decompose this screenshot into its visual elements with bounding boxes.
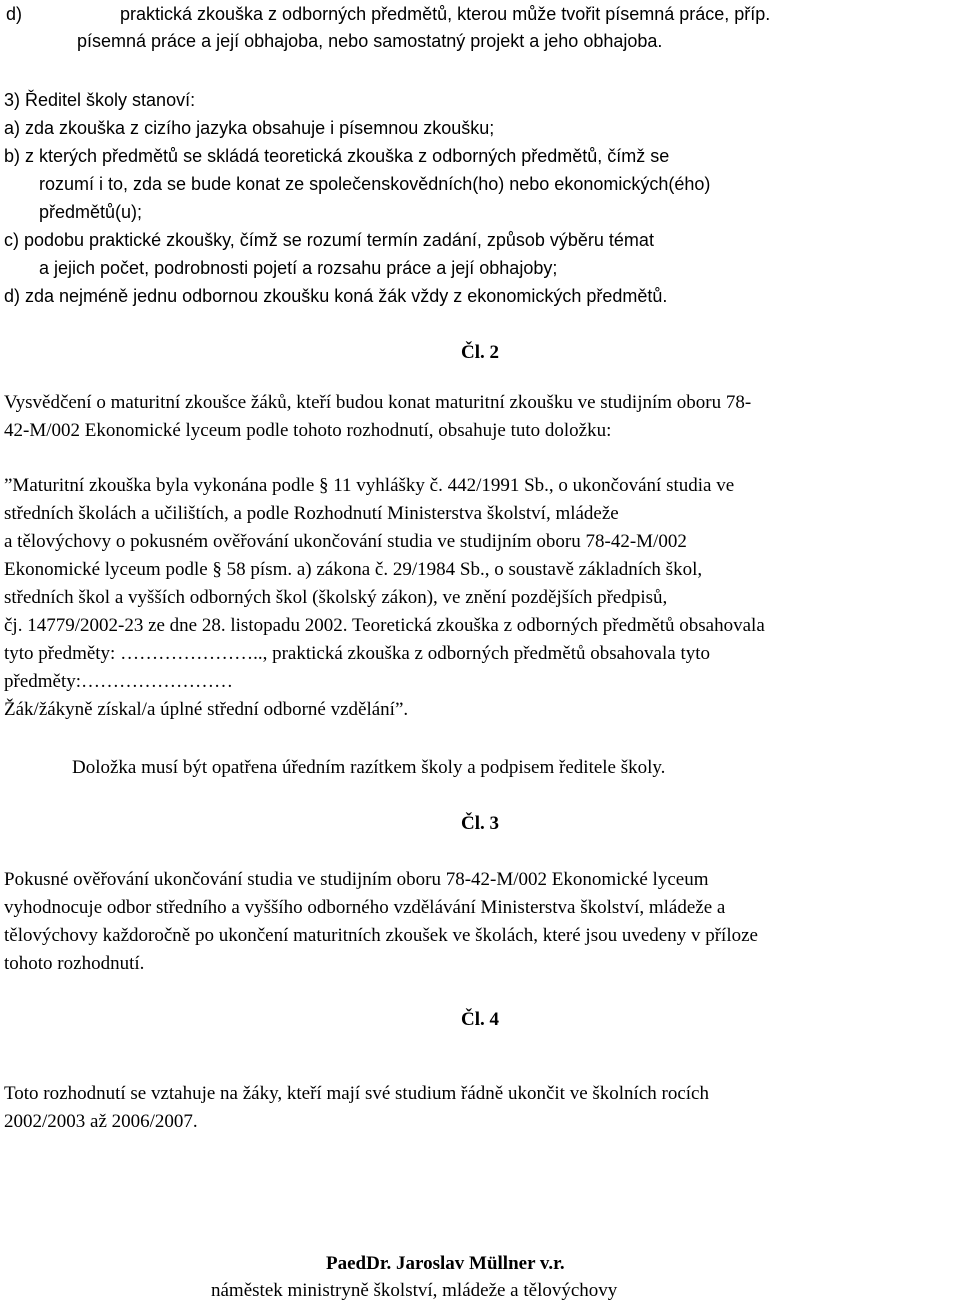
clause-line-1: ”Maturitní zkouška byla vykonána podle § 11 vyhlášky č. 442/1991 Sb., o ukončování studia ve <box>4 475 735 496</box>
section-3-item-b-line-2: rozumí i to, zda se bude konat ze společenskovědních(ho) nebo ekonomických(ého) <box>39 174 711 194</box>
signatory-name: PaedDr. Jaroslav Müllner v.r. <box>326 1253 565 1274</box>
article-3-heading: Čl. 3 <box>461 813 499 834</box>
clause-line-4: Ekonomické lyceum podle § 58 písm. a) zákona č. 29/1984 Sb., o soustavě základních škol, <box>4 559 703 580</box>
section-3-heading: 3) Ředitel školy stanoví: <box>4 90 196 110</box>
section-3-item-c-line-1: c) podobu praktické zkoušky, čímž se rozumí termín zadání, způsob výběru témat <box>4 230 654 250</box>
article-2-para-line-2: 42-M/002 Ekonomické lyceum podle tohoto rozhodnutí, obsahuje tuto doložku: <box>4 420 612 441</box>
signatory-role: náměstek ministryně školství, mládeže a tělovýchovy <box>211 1280 618 1301</box>
article-3-line-3: tělovýchovy každoročně po ukončení maturitních zkoušek ve školách, které jsou uvedeny v příloze <box>4 925 758 946</box>
item-d-label: d) <box>6 4 23 24</box>
stamp-note: Doložka musí být opatřena úředním razítkem školy a podpisem ředitele školy. <box>72 757 666 778</box>
article-4-line-1: Toto rozhodnutí se vztahuje na žáky, kteří mají své studium řádně ukončit ve školních rocích <box>4 1083 709 1104</box>
clause-line-3: a tělovýchovy o pokusném ověřování ukončování studia ve studijním oboru 78-42-M/002 <box>4 531 687 552</box>
clause-line-8: předměty:…………………… <box>4 671 234 692</box>
article-2-para-line-1: Vysvědčení o maturitní zkoušce žáků, kteří budou konat maturitní zkoušku ve studijním oboru 78- <box>4 392 752 413</box>
clause-line-9: Žák/žákyně získal/a úplné střední odborné vzdělání”. <box>4 699 409 720</box>
section-3-item-b-line-3: předmětů(u); <box>39 202 143 222</box>
section-3-item-b-line-1: b) z kterých předmětů se skládá teoretická zkouška z odborných předmětů, čímž se <box>4 146 670 166</box>
section-3-item-d: d) zda nejméně jednu odbornou zkoušku koná žák vždy z ekonomických předmětů. <box>4 286 668 306</box>
clause-line-5: středních škol a vyšších odborných škol (školský zákon), ve znění pozdějších předpisů, <box>4 587 668 608</box>
section-3-item-c-line-2: a jejich počet, podrobnosti pojetí a rozsahu práce a její obhajoby; <box>39 258 558 278</box>
article-3-line-1: Pokusné ověřování ukončování studia ve studijním oboru 78-42-M/002 Ekonomické lyceum <box>4 869 709 890</box>
article-3-line-2: vyhodnocuje odbor středního a vyššího odborného vzdělávání Ministerstva školství, mládeže a <box>4 897 726 918</box>
clause-line-6: čj. 14779/2002-23 ze dne 28. listopadu 2002. Teoretická zkouška z odborných předmětů obsahovala <box>4 615 765 636</box>
item-d-line-1: praktická zkouška z odborných předmětů, kterou může tvořit písemná práce, příp. <box>120 4 771 24</box>
article-2-heading: Čl. 2 <box>461 342 499 363</box>
section-3-item-a: a) zda zkouška z cizího jazyka obsahuje i písemnou zkoušku; <box>4 118 495 138</box>
article-4-line-2: 2002/2003 až 2006/2007. <box>4 1111 198 1132</box>
clause-line-7: tyto předměty: ………………….., praktická zkouška z odborných předmětů obsahovala tyto <box>4 643 711 664</box>
item-d-line-2: písemná práce a její obhajoba, nebo samostatný projekt a jeho obhajoba. <box>77 31 663 51</box>
clause-line-2: středních školách a učilištích, a podle Rozhodnutí Ministerstva školství, mládeže <box>4 503 619 524</box>
article-4-heading: Čl. 4 <box>461 1009 499 1030</box>
article-3-line-4: tohoto rozhodnutí. <box>4 953 145 974</box>
